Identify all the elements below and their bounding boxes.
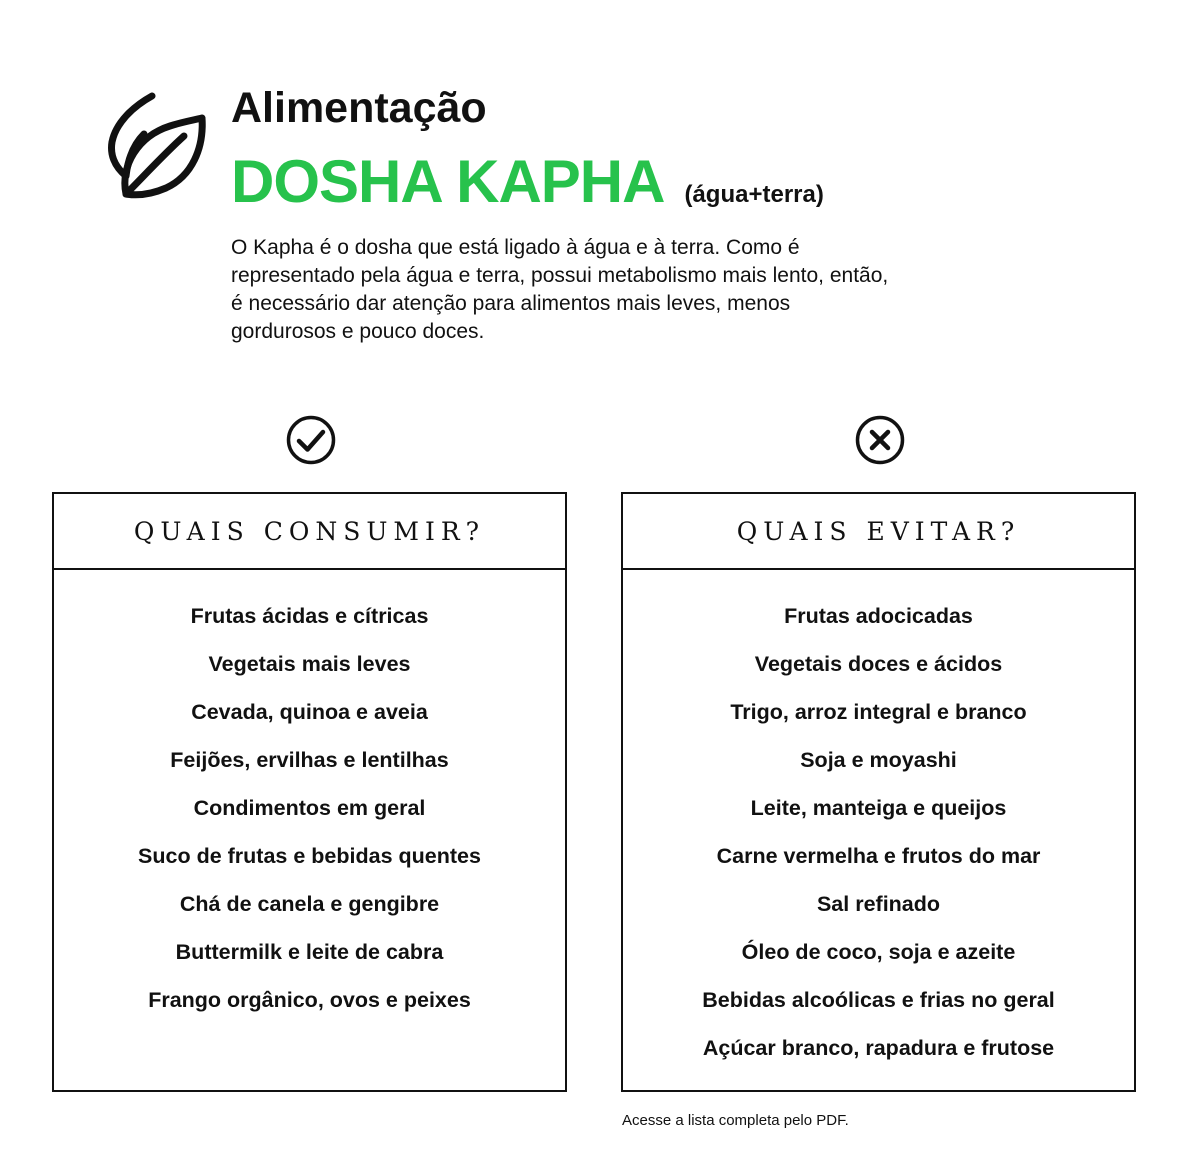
consume-item: Buttermilk e leite de cabra (175, 940, 444, 964)
consume-item: Frango orgânico, ovos e peixes (148, 988, 471, 1012)
leaf-icon (104, 92, 208, 200)
avoid-item: Açúcar branco, rapadura e frutose (702, 1036, 1055, 1060)
consume-item: Feijões, ervilhas e lentilhas (170, 748, 449, 772)
avoid-item: Soja e moyashi (800, 748, 957, 772)
page-title: Alimentação (231, 84, 487, 132)
dosha-heading (231, 144, 824, 220)
consume-item: Condimentos em geral (193, 796, 426, 820)
avoid-panel (621, 492, 1136, 1092)
check-circle-icon (285, 414, 337, 466)
avoid-item: Bebidas alcoólicas e frias no geral (702, 988, 1055, 1012)
x-circle-icon (854, 414, 906, 466)
consume-heading: QUAIS CONSUMIR? (54, 494, 565, 570)
avoid-heading: QUAIS EVITAR? (623, 494, 1134, 570)
pdf-footnote: Acesse a lista completa pelo PDF. (622, 1112, 849, 1129)
consume-panel (52, 492, 567, 1092)
consume-item: Vegetais mais leves (208, 652, 411, 676)
consume-item: Chá de canela e gengibre (179, 892, 440, 916)
consume-item: Suco de frutas e bebidas quentes (138, 844, 481, 868)
avoid-list (623, 570, 1134, 1072)
consume-list (54, 570, 565, 1024)
avoid-item: Sal refinado (816, 892, 941, 916)
avoid-item: Vegetais doces e ácidos (754, 652, 1003, 676)
avoid-item: Frutas adocicadas (784, 604, 973, 628)
consume-item: Frutas ácidas e cítricas (190, 604, 429, 628)
avoid-item: Carne vermelha e frutos do mar (716, 844, 1041, 868)
avoid-item: Leite, manteiga e queijos (750, 796, 1007, 820)
avoid-item: Trigo, arroz integral e branco (730, 700, 1027, 724)
avoid-item: Óleo de coco, soja e azeite (741, 940, 1016, 964)
dosha-name: DOSHA KAPHA (231, 148, 665, 215)
intro-paragraph: O Kapha é o dosha que está ligado à água e à terra. Como é representado pela água e terra, possui metabolismo mais lento, então, é necessário dar atenção para alimentos mais leves, menos gordurosos e pouco doces. (231, 236, 889, 343)
consume-item: Cevada, quinoa e aveia (191, 700, 428, 724)
dosha-elements: (água+terra) (684, 181, 824, 208)
